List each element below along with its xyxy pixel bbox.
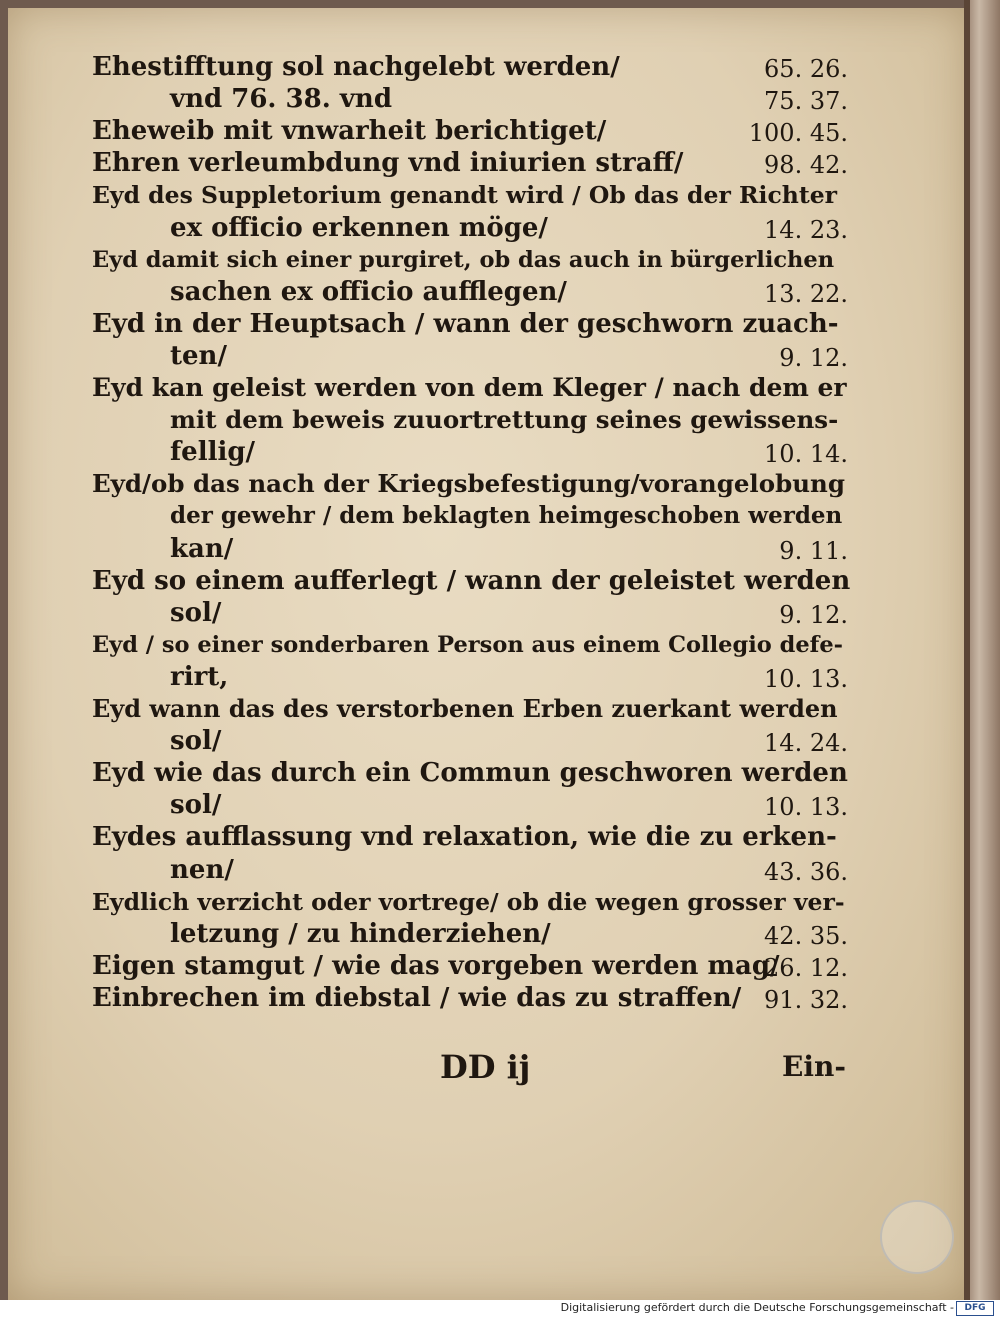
entry-page-reference: 13. 22. bbox=[764, 280, 848, 308]
entry-text: Eyd in der Heuptsach / wann der geschworn zuach- bbox=[92, 309, 839, 339]
catchword: Ein- bbox=[782, 1050, 846, 1083]
entry-text: sol/ bbox=[170, 790, 222, 820]
entry-page-reference: 42. 35. bbox=[764, 922, 848, 950]
entry-text: rirt, bbox=[170, 662, 229, 692]
entry-text: der gewehr / dem beklagten heimgeschoben werden bbox=[170, 502, 843, 529]
entry-text: sol/ bbox=[170, 598, 222, 628]
dfg-logo: DFG bbox=[956, 1301, 994, 1316]
entry-text: letzung / zu hinderziehen/ bbox=[170, 919, 551, 949]
entry-page-reference: 10. 13. bbox=[764, 793, 848, 821]
entry-page-reference: 43. 36. bbox=[764, 858, 848, 886]
entry-text: Eyd wann das des verstorbenen Erben zuerkant werden bbox=[92, 694, 838, 723]
entry-text: sol/ bbox=[170, 726, 222, 756]
entry-text: Eyd wie das durch ein Commun geschworen werden bbox=[92, 758, 848, 788]
entry-page-reference: 75. 37. bbox=[764, 87, 848, 115]
entry-text: Eyd kan geleist werden von dem Kleger / nach dem er bbox=[92, 373, 847, 402]
entry-page-reference: 10. 13. bbox=[764, 665, 848, 693]
entry-page-reference: 100. 45. bbox=[748, 119, 848, 147]
entry-text: Eyd so einem aufferlegt / wann der geleistet werden bbox=[92, 566, 851, 596]
footer-bar bbox=[0, 1300, 1000, 1317]
entry-text: Einbrechen im diebstal / wie das zu straffen/ bbox=[92, 983, 742, 1013]
entry-page-reference: 9. 12. bbox=[779, 601, 848, 629]
entry-text: Eydes aufflassung vnd relaxation, wie die zu erken- bbox=[92, 822, 837, 852]
entry-page-reference: 65. 26. bbox=[764, 55, 848, 83]
entry-text: Eyd / so einer sonderbaren Person aus einem Collegio defe- bbox=[92, 632, 843, 658]
entry-text: ten/ bbox=[170, 341, 227, 371]
entry-text: Ehestifftung sol nachgelebt werden/ bbox=[92, 52, 620, 82]
entry-page-reference: 91. 32. bbox=[764, 986, 848, 1014]
entry-page-reference: 10. 14. bbox=[764, 440, 848, 468]
entry-page-reference: 9. 11. bbox=[779, 537, 848, 565]
entry-page-reference: 98. 42. bbox=[764, 151, 848, 179]
entry-text: Eydlich verzicht oder vortrege/ ob die wegen grosser ver- bbox=[92, 888, 845, 916]
entry-text: Eyd des Suppletorium genandt wird / Ob das der Richter bbox=[92, 181, 838, 209]
entry-text: ex officio erkennen möge/ bbox=[170, 213, 548, 243]
entry-text: Eheweib mit vnwarheit berichtiget/ bbox=[92, 116, 607, 146]
entry-text: Eyd damit sich einer purgiret, ob das auch in bürgerlichen bbox=[92, 247, 835, 273]
entry-page-reference: 14. 24. bbox=[764, 729, 848, 757]
entry-text: Eigen stamgut / wie das vorgeben werden mag/ bbox=[92, 951, 780, 981]
entry-text: fellig/ bbox=[170, 437, 256, 467]
signature-mark: DD ij bbox=[440, 1048, 531, 1086]
entry-page-reference: 26. 12. bbox=[764, 954, 848, 982]
entry-text: vnd 76. 38. vnd bbox=[170, 84, 393, 114]
entry-text: mit dem beweis zuuortrettung seines gewissens- bbox=[170, 405, 839, 434]
footer-credit-text: Digitalisierung gefördert durch die Deutsche Forschungsgemeinschaft - bbox=[560, 1301, 954, 1314]
entry-text: sachen ex officio aufflegen/ bbox=[170, 277, 567, 307]
entry-page-reference: 9. 12. bbox=[779, 344, 848, 372]
entry-text: Eyd/ob das nach der Kriegsbefestigung/vorangelobung bbox=[92, 469, 845, 498]
entry-text: Ehren verleumbdung vnd iniurien straff/ bbox=[92, 148, 684, 178]
entry-page-reference: 14. 23. bbox=[764, 216, 848, 244]
entry-text: kan/ bbox=[170, 534, 234, 564]
entry-text: nen/ bbox=[170, 855, 234, 885]
